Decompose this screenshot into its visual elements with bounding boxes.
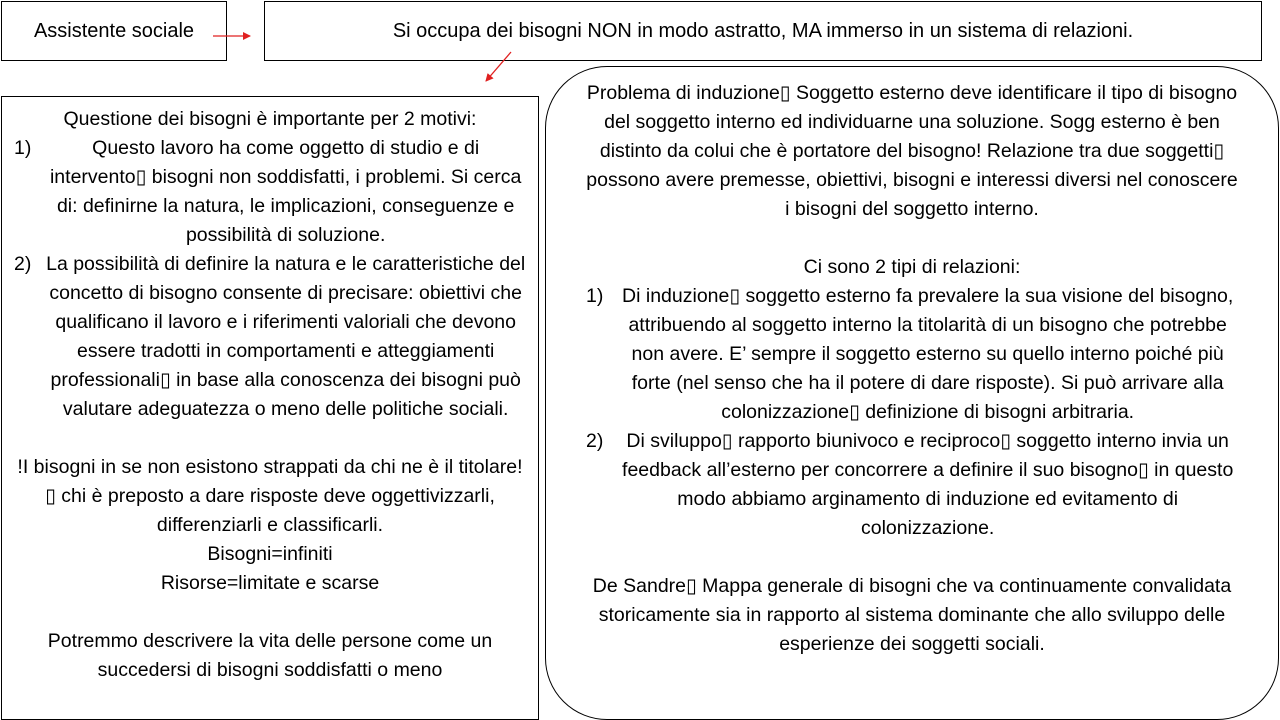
box-definition bbox=[264, 1, 1262, 61]
box-needs-importance bbox=[1, 96, 539, 720]
spacer bbox=[14, 598, 526, 627]
left-equation-resources: Risorse=limitate e scarse bbox=[160, 572, 380, 594]
left-equation-needs: Bisogni=infiniti bbox=[207, 543, 333, 565]
left-item-1-text: Questo lavoro ha come oggetto di studio e di intervento▯ bisogni non soddisfatti, i problemi. Si cerca di: definirne la natura, le implicazioni, conseguenze e possibilità di soluzione. bbox=[49, 137, 522, 246]
box-assistente-sociale-text: Assistente sociale bbox=[33, 19, 195, 42]
left-item-1 bbox=[14, 134, 526, 250]
box-induction-problem bbox=[545, 66, 1279, 720]
left-item-1-number: 1) bbox=[14, 137, 32, 159]
right-item-2-text: Di sviluppo▯ rapporto biunivoco e reciproco▯ soggetto interno invia un feedback all’esterno per concorrere a definire il suo bisogno▯ in questo modo abbiamo arginamento di induzione ed evitamento di colonizzazione. bbox=[622, 430, 1234, 539]
left-closing: Potremmo descrivere la vita delle persone come un succedersi di bisogni soddisfatti o meno bbox=[47, 630, 493, 681]
right-closing: De Sandre▯ Mappa generale di bisogni che va continuamente convalidata storicamente sia in rapporto al sistema dominante che allo sviluppo delle esperienze dei soggetti sociali. bbox=[592, 575, 1232, 655]
box-assistente-sociale bbox=[1, 1, 227, 61]
right-item-2-number: 2) bbox=[586, 430, 604, 452]
left-intro: Questione dei bisogni è importante per 2 motivi: bbox=[63, 108, 477, 130]
right-types-intro: Ci sono 2 tipi di relazioni: bbox=[803, 256, 1021, 278]
right-intro: Problema di induzione▯ Soggetto esterno deve identificare il tipo di bisogno del soggetto interno ed individuarne una soluzione. Sogg esterno è ben distinto da colui che è portatore del bisogno! Relazione tra due soggetti▯ possono avere premesse, obiettivi, bisogni e interessi diversi nel conoscere i bisogni del soggetto interno. bbox=[586, 82, 1238, 220]
right-item-2 bbox=[586, 427, 1238, 543]
left-item-2 bbox=[14, 250, 526, 424]
right-item-1 bbox=[586, 282, 1238, 427]
spacer bbox=[586, 543, 1238, 572]
box-definition-text: Si occupa dei bisogni NON in modo astratto, MA immerso in un sistema di relazioni. bbox=[392, 19, 1134, 42]
left-item-2-text: La possibilità di definire la natura e le caratteristiche del concetto di bisogno consente di precisare: obiettivi che qualificano il lavoro e i riferimenti valoriali che devono essere tradotti in comportamenti e atteggiamenti professionali▯ in base alla conoscenza dei bisogni può valutare adeguatezza o meno delle politiche sociali. bbox=[46, 253, 526, 420]
spacer bbox=[14, 424, 526, 453]
left-note: !I bisogni in se non esistono strappati da chi ne è il titolare! ▯ chi è preposto a dare risposte deve oggettivizzarli, differenziarli e classificarli. bbox=[17, 456, 523, 536]
right-item-1-text: Di induzione▯ soggetto esterno fa prevalere la sua visione del bisogno, attribuendo al soggetto interno la titolarità di un bisogno che potrebbe non avere. E’ sempre il soggetto esterno su quello interno poiché più forte (nel senso che ha il potere di dare risposte). Si può arrivare alla colonizzazione▯ definizione di bisogni arbitraria. bbox=[622, 285, 1234, 423]
spacer bbox=[586, 224, 1238, 253]
right-item-1-number: 1) bbox=[586, 285, 604, 307]
left-item-2-number: 2) bbox=[14, 253, 32, 275]
